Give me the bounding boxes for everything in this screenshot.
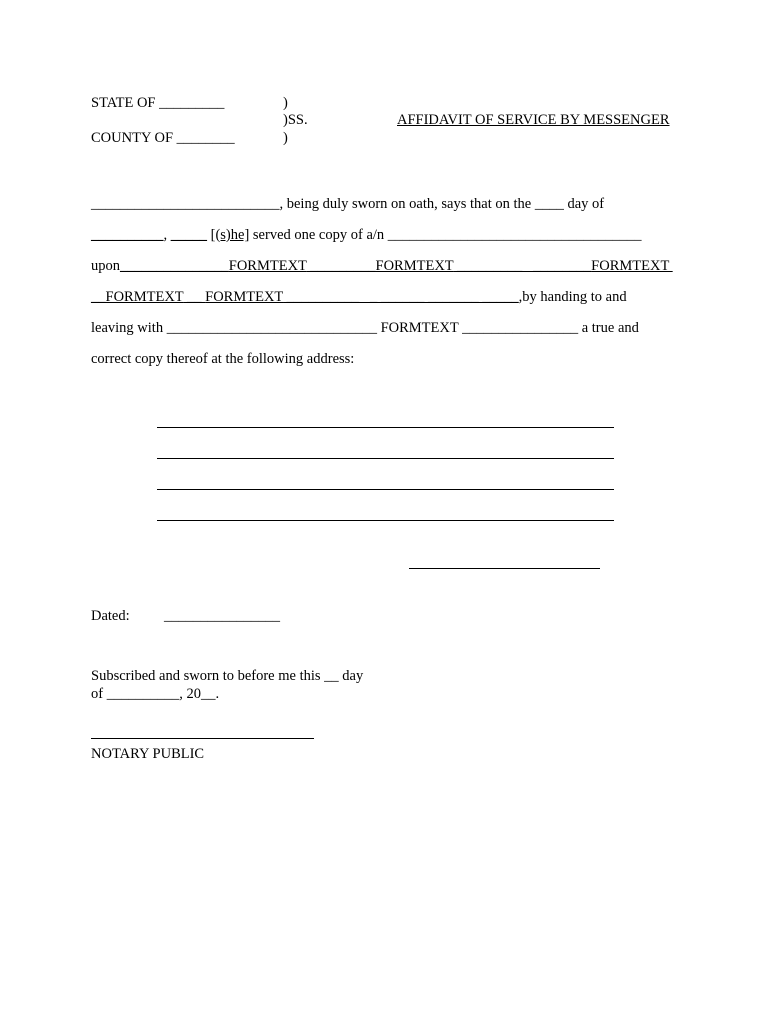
upon-blank[interactable]: _______________ bbox=[120, 258, 229, 274]
paren-bottom: ) bbox=[283, 130, 288, 146]
upon-blank-2[interactable]: _________ bbox=[306, 258, 376, 274]
formtext-field-5[interactable]: FORMTEXT bbox=[205, 289, 284, 305]
ss-label: )SS. bbox=[283, 112, 308, 128]
formtext-field-1[interactable]: FORMTEXT bbox=[228, 258, 307, 274]
state-label: STATE OF _________ bbox=[91, 95, 225, 111]
served-text: served one copy of a/n ___________________________________ bbox=[249, 227, 642, 243]
notary-subscribed-line-2: of __________, 20__. bbox=[91, 686, 220, 702]
document-title: AFFIDAVIT OF SERVICE BY MESSENGER bbox=[397, 112, 670, 128]
notary-subscribed-line-1: Subscribed and sworn to before me this __ day bbox=[91, 668, 364, 684]
handing-text: ,by handing to and bbox=[518, 289, 627, 305]
pronoun-field[interactable]: [(s)he] bbox=[210, 227, 250, 243]
line4-blank-2[interactable]: __ bbox=[183, 289, 206, 305]
body-line-3 bbox=[91, 258, 673, 275]
notary-public-label: NOTARY PUBLIC bbox=[91, 746, 205, 762]
body-line-5: leaving with _____________________________ FORMTEXT ________________ a true and bbox=[91, 320, 639, 336]
address-line-4[interactable] bbox=[157, 520, 614, 521]
dated-blank[interactable]: ________________ bbox=[164, 608, 284, 624]
paren-top: ) bbox=[283, 95, 288, 111]
body-line-2 bbox=[91, 227, 642, 244]
upon-label: upon bbox=[91, 258, 120, 274]
address-line-1[interactable] bbox=[157, 427, 614, 428]
body-line-6: correct copy thereof at the following address: bbox=[91, 351, 355, 367]
line4-blank-1[interactable]: __ bbox=[91, 289, 106, 305]
address-line-3[interactable] bbox=[157, 489, 614, 490]
notary-signature-line[interactable] bbox=[91, 738, 314, 739]
line4-blank-3[interactable]: __________ _ ______ _______ _____ bbox=[283, 289, 519, 305]
upon-blank-3[interactable]: _________ ________ bbox=[453, 258, 592, 274]
formtext-field-2[interactable]: FORMTEXT bbox=[375, 258, 454, 274]
dated-label: Dated: bbox=[91, 608, 130, 624]
address-line-2[interactable] bbox=[157, 458, 614, 459]
date-blank-1[interactable]: __________ bbox=[91, 227, 164, 243]
date-blank-2[interactable]: _____ bbox=[170, 227, 207, 243]
comma: , bbox=[163, 227, 171, 243]
signature-line[interactable] bbox=[409, 568, 600, 569]
formtext-field-4[interactable]: FORMTEXT bbox=[105, 289, 184, 305]
body-line-1: __________________________, being duly sworn on oath, says that on the ____ day of bbox=[91, 196, 605, 212]
body-line-4 bbox=[91, 289, 627, 306]
formtext-field-3[interactable]: FORMTEXT bbox=[591, 258, 673, 274]
county-label: COUNTY OF ________ bbox=[91, 130, 235, 146]
